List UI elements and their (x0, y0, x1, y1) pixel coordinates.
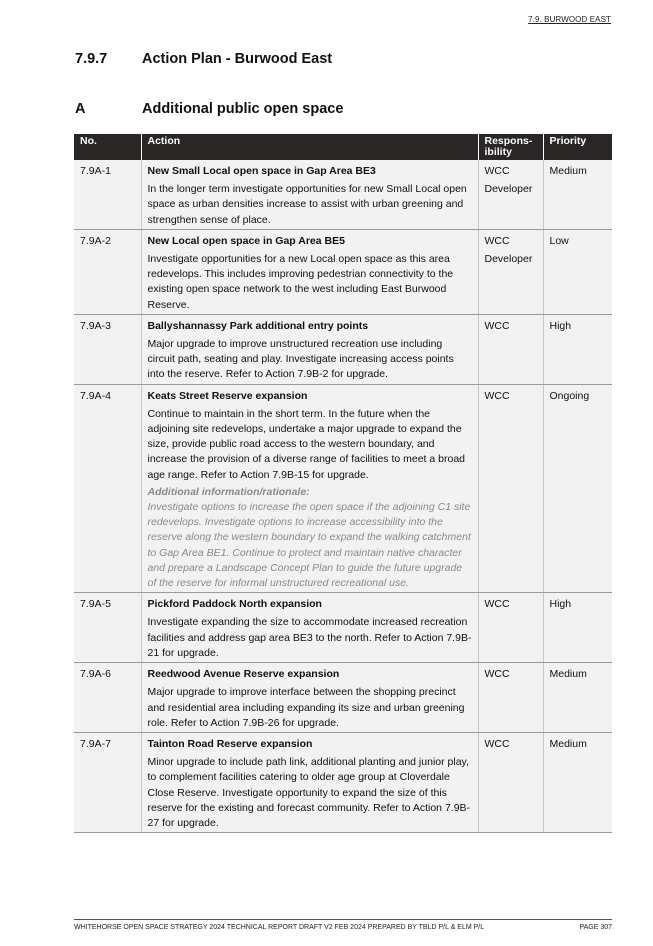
action-body: In the longer term investigate opportunities for new Small Local open space as urban densities increase to assist with urban greening and strengthen sense of place. (147, 183, 467, 226)
row-priority: High (543, 593, 612, 663)
action-title: New Local open space in Gap Area BE5 (147, 234, 345, 247)
row-responsibility (478, 663, 543, 733)
subsection-letter: A (75, 101, 86, 117)
action-body: Minor upgrade to include path link, additional planting and junior play, to complement facilities catering to older age group at Cloverdale Close Reserve. Investigate opportunity to expand the size of this reserve for the existing and forecast community. Refer to Action 7.9B-27 for upgrade. (147, 756, 471, 829)
table-row (74, 663, 612, 733)
responsibility-wcc: WCC (484, 668, 510, 681)
table-row (74, 593, 612, 663)
row-responsibility (478, 593, 543, 663)
running-head: 7.9. BURWOOD EAST (528, 15, 611, 24)
row-action (141, 160, 478, 229)
subsection-title: Additional public open space (142, 101, 344, 117)
action-title: Reedwood Avenue Reserve expansion (147, 668, 340, 681)
responsibility-developer: Developer (484, 253, 533, 266)
header-action: Action (141, 134, 478, 160)
section-title: Action Plan - Burwood East (142, 51, 333, 67)
subsection-heading (75, 101, 343, 117)
action-body: Major upgrade to improve unstructured recreation use including circuit path, seating and play. Investigate increasing access points into the reserve. Refer to Action 7.9B-2 for upgrade. (147, 338, 454, 381)
footer-divider (74, 919, 612, 920)
row-priority: High (543, 314, 612, 384)
row-responsibility (478, 314, 543, 384)
row-priority: Medium (543, 160, 612, 229)
action-table (74, 134, 612, 833)
action-title: Ballyshannassy Park additional entry points (147, 319, 369, 332)
header-priority: Priority (543, 134, 612, 160)
page-number: PAGE 307 (579, 924, 612, 931)
row-responsibility (478, 384, 543, 593)
page-footer (74, 924, 612, 931)
row-action (141, 229, 478, 314)
action-title: Keats Street Reserve expansion (147, 389, 308, 402)
row-number: 7.9A-3 (74, 314, 141, 384)
row-priority: Medium (543, 732, 612, 832)
row-number: 7.9A-6 (74, 663, 141, 733)
row-priority: Ongoing (543, 384, 612, 593)
footer-text: WHITEHORSE OPEN SPACE STRATEGY 2024 TECHNICAL REPORT DRAFT V2 FEB 2024 PREPARED BY TBLD P/L & ELM P/L (74, 924, 485, 931)
row-action (141, 663, 478, 733)
table-header-row (74, 134, 612, 160)
section-number: 7.9.7 (75, 51, 108, 67)
header-responsibility: Respons-ibility (478, 134, 543, 160)
action-body: Investigate opportunities for a new Local open space as this area redevelops. This includes improving pedestrian connectivity to the existing open space network to the west including East Burwood Reserve. (147, 253, 454, 311)
row-responsibility (478, 732, 543, 832)
responsibility-wcc: WCC (484, 389, 510, 402)
action-body: Continue to maintain in the short term. In the future when the adjoining site redevelops, undertake a major upgrade to expand the size, provide public road access to the western boundary, and increase the provision of a diverse range of facilities to meet a broad age range. Refer to Action 7.9B-15 for upgrade. (147, 407, 466, 481)
rationale-heading: Additional information/rationale: (147, 485, 310, 498)
responsibility-wcc: WCC (484, 737, 510, 750)
action-body: Investigate expanding the size to accommodate increased recreation facilities and address gap area BE3 to the north. Refer to Action 7.9B-21 for upgrade. (147, 616, 472, 659)
responsibility-wcc: WCC (484, 165, 510, 177)
row-number: 7.9A-1 (74, 160, 141, 229)
responsibility-wcc: WCC (484, 234, 510, 247)
header-no: No. (74, 134, 141, 160)
row-number: 7.9A-5 (74, 593, 141, 663)
table-row (74, 384, 612, 593)
rationale-text: Investigate options to increase the open space if the adjoining C1 site redevelops. Investigate options to increase accessibility into the reserve along the western boundary to expand the walking catchment to Gap Area BE1. Continue to protect and maintain native character and prepare a Landscape Concept Plan to guide the future upgrade of the reserve for informal unstructured recreational use. (147, 501, 471, 590)
responsibility-developer: Developer (484, 183, 533, 196)
action-title: New Small Local open space in Gap Area BE3 (147, 165, 376, 177)
action-body: Major upgrade to improve interface between the shopping precinct and residential area including expanding its size and urban greening role. Refer to Action 7.9B-26 for upgrade. (147, 686, 465, 729)
action-title: Pickford Paddock North expansion (147, 598, 322, 611)
row-number: 7.9A-2 (74, 229, 141, 314)
table-row (74, 314, 612, 384)
action-title: Tainton Road Reserve expansion (147, 737, 313, 750)
row-responsibility (478, 229, 543, 314)
table-row (74, 732, 612, 832)
row-number: 7.9A-4 (74, 384, 141, 593)
row-action (141, 732, 478, 832)
section-heading (75, 51, 332, 67)
row-priority: Medium (543, 663, 612, 733)
row-responsibility (478, 160, 543, 229)
row-priority: Low (543, 229, 612, 314)
table-row (74, 160, 612, 229)
row-action (141, 593, 478, 663)
responsibility-wcc: WCC (484, 319, 510, 332)
responsibility-wcc: WCC (484, 598, 510, 611)
row-action (141, 314, 478, 384)
row-number: 7.9A-7 (74, 732, 141, 832)
table-row (74, 229, 612, 314)
row-action (141, 384, 478, 593)
